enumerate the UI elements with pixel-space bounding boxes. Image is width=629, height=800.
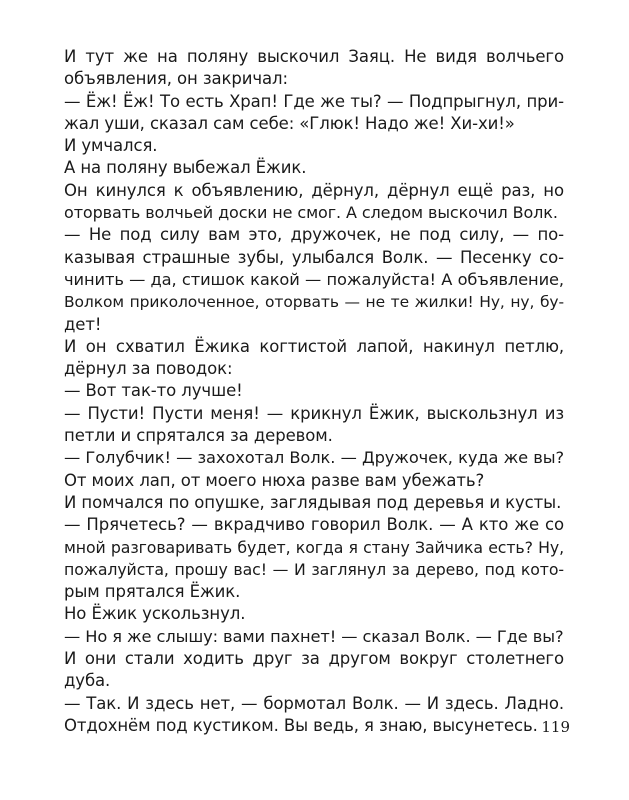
text-line: От моих лап, от моего нюха разве вам убежать? xyxy=(64,470,485,490)
text-line: петли и спрятался за деревом. xyxy=(64,426,333,446)
text-line: Отдохнём под кустиком. Вы ведь, я знаю, высунетесь. xyxy=(64,715,538,735)
text-line: — Прячетесь? — вкрадчиво говорил Волк. — А кто же со xyxy=(64,515,564,535)
text-line: — Так. И здесь нет, — бормотал Волк. — И здесь. Ладно. xyxy=(64,693,564,713)
text-line: дёрнул за поводок: xyxy=(64,359,233,379)
text-line: И умчался. xyxy=(64,136,158,156)
text-line: Волком приколоченное, оторвать — не те жилки! Ну, ну, бу- xyxy=(64,293,564,312)
text-line: дуба. xyxy=(64,671,111,691)
text-line: Он кинулся к объявлению, дёрнул, дёрнул ещё раз, но xyxy=(64,180,564,200)
text-line: объявления, он закричал: xyxy=(64,69,288,89)
text-line: мной разговаривать будет, когда я стану Зайчика есть? Ну, xyxy=(64,537,564,557)
text-line: жал уши, сказал сам себе: «Глюк! Надо же! Хи-хи!» xyxy=(64,113,515,133)
text-line: А на поляну выбежал Ёжик. xyxy=(64,158,307,178)
text-line: рым прятался Ёжик. xyxy=(64,582,241,602)
text-line: — Ёж! Ёж! То есть Храп! Где же ты? — Подпрыгнул, при- xyxy=(64,91,564,111)
text-line: пожалуйста, прошу вас! — И заглянул за дерево, под кото- xyxy=(64,559,564,579)
text-line: И помчался по опушке, заглядывая под деревья и кусты. xyxy=(64,492,562,512)
text-line: И он схватил Ёжика когтистой лапой, накинул петлю, xyxy=(64,336,564,356)
page-number: 119 xyxy=(541,718,570,736)
text-line: Но Ёжик ускользнул. xyxy=(64,604,246,624)
text-line: — Пусти! Пусти меня! — крикнул Ёжик, выскользнул из xyxy=(64,403,564,423)
text-line: — Не под силу вам это, дружочек, не под силу, — по- xyxy=(64,225,564,245)
text-line: — Но я же слышу: вами пахнет! — сказал Волк. — Где вы? xyxy=(64,626,564,646)
text-line: — Голубчик! — захохотал Волк. — Дружочек, куда же вы? xyxy=(64,448,564,468)
body-text xyxy=(64,46,564,737)
text-line: — Вот так-то лучше! xyxy=(64,381,243,401)
text-line: оторвать волчьей доски не смог. А следом выскочил Волк. xyxy=(64,203,558,223)
text-line: И они стали ходить друг за другом вокруг столетнего xyxy=(64,649,564,669)
text-line: казывая страшные зубы, улыбался Волк. — Песенку со- xyxy=(64,247,564,267)
text-line: дет! xyxy=(64,314,102,334)
text-line: И тут же на поляну выскочил Заяц. Не видя волчьего xyxy=(64,47,564,66)
text-line: чинить — да, стишок какой — пожалуйста! А объявление, xyxy=(64,269,564,289)
